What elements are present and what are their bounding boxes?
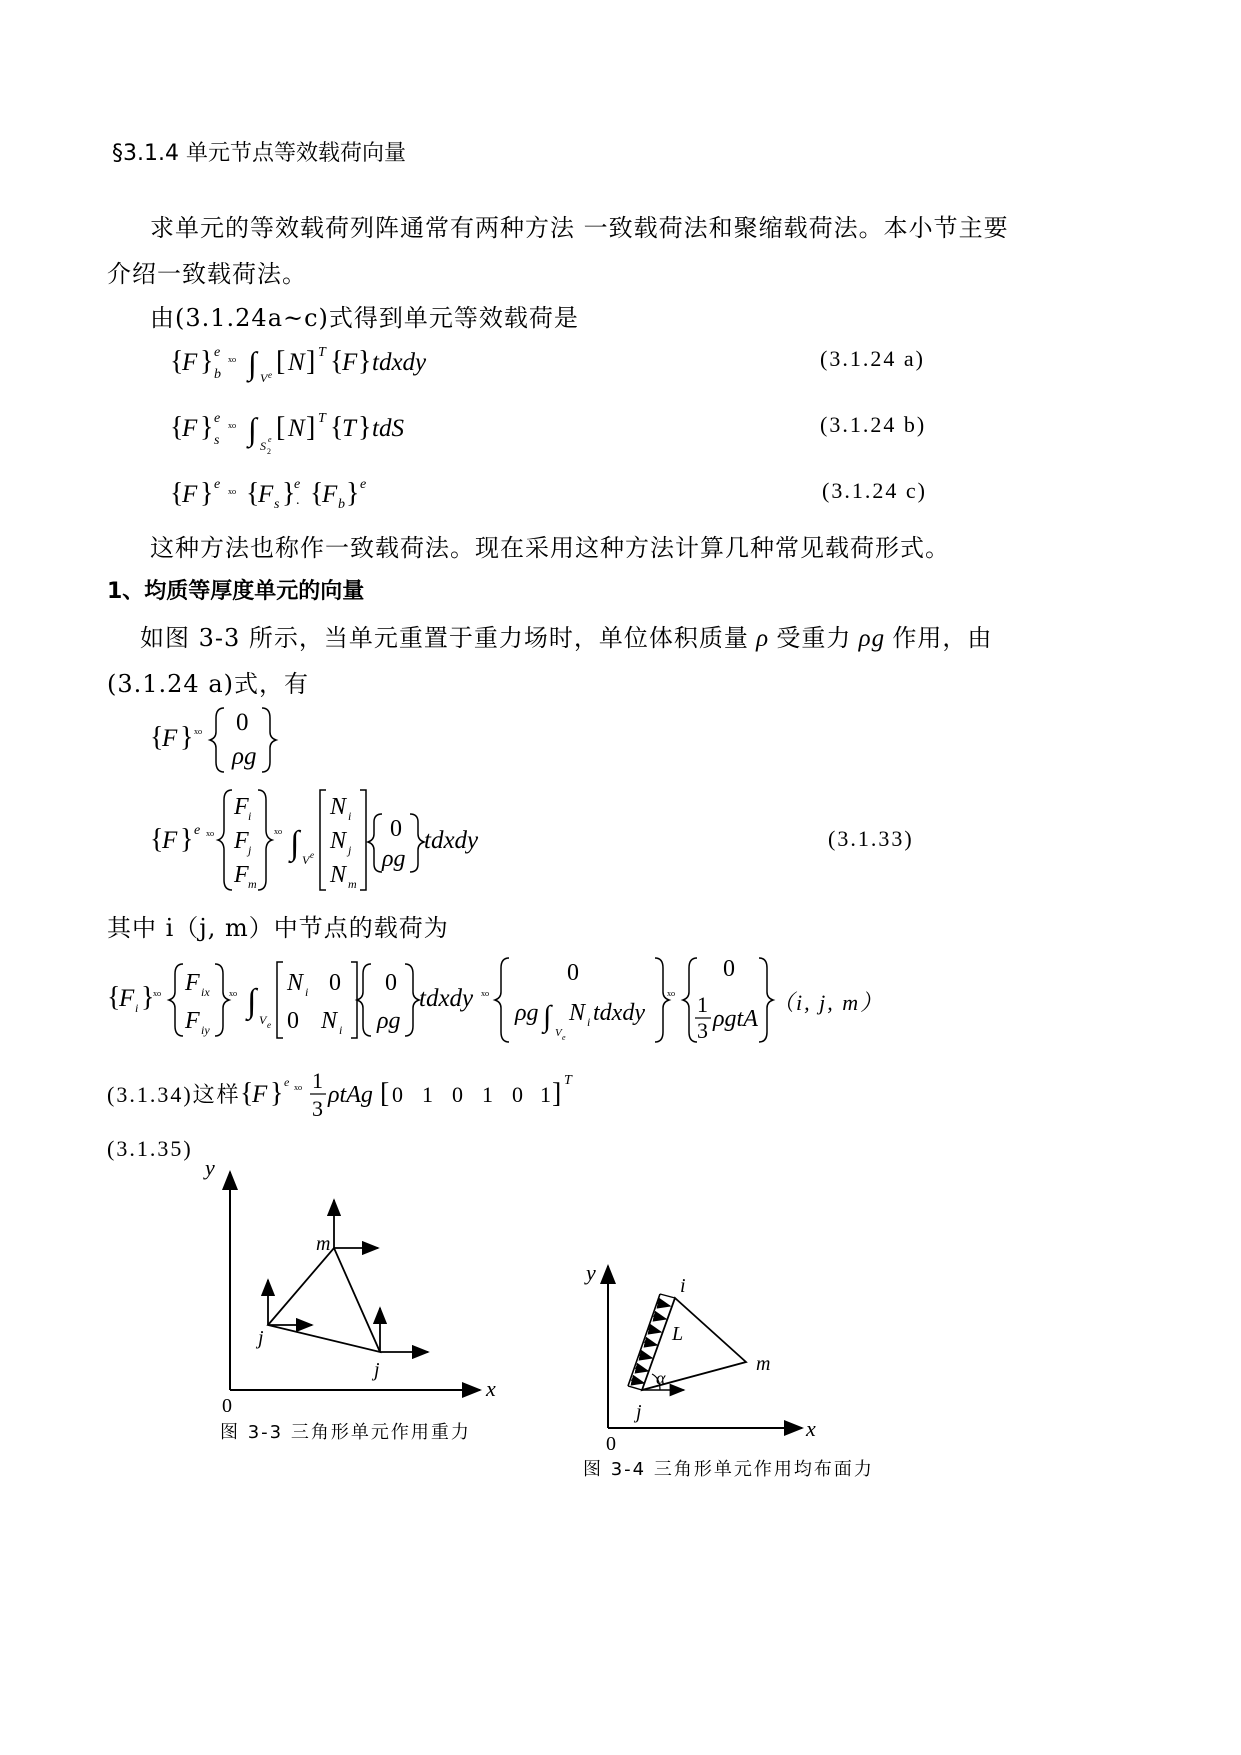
svg-text:e: e	[360, 477, 367, 492]
svg-text:V: V	[555, 1027, 562, 1039]
svg-text:}: }	[358, 412, 372, 443]
svg-text:e: e	[294, 477, 301, 492]
svg-text:i: i	[587, 1015, 591, 1029]
method-line: 这种方法也称作一致载荷法。现在采用这种方法计算几种常见载荷形式。	[150, 534, 950, 562]
svg-text:i: i	[339, 1023, 343, 1037]
svg-text:e: e	[310, 850, 314, 860]
svg-text:e: e	[214, 477, 221, 492]
svg-text:ˣᵒ: ˣᵒ	[481, 989, 490, 1004]
svg-text:0: 0	[236, 709, 249, 736]
svg-text:∫: ∫	[248, 411, 257, 447]
svg-text:tdxdy: tdxdy	[419, 985, 474, 1012]
svg-text:F: F	[322, 481, 338, 508]
fig4-node-m: m	[756, 1353, 771, 1375]
svg-text:iy: iy	[201, 1023, 210, 1037]
svg-text:F: F	[252, 1081, 268, 1108]
fig3-node-j2: j	[374, 1359, 380, 1381]
svg-text:ρg: ρg	[515, 1000, 539, 1026]
svg-text:0: 0	[512, 1082, 523, 1107]
svg-text:i: i	[305, 985, 309, 999]
fig3-caption: 图 3-3 三角形单元作用重力	[220, 1422, 471, 1443]
svg-text:N: N	[288, 349, 305, 376]
svg-text:i: i	[248, 809, 252, 823]
svg-text:}: }	[200, 478, 214, 509]
svg-text:s: s	[214, 433, 220, 448]
svg-text:tdxdy: tdxdy	[593, 1000, 645, 1026]
fig4-label-L: L	[672, 1323, 684, 1345]
svg-text:ˣᵒ: ˣᵒ	[274, 827, 283, 842]
svg-text:}: }	[141, 982, 155, 1013]
svg-text:0: 0	[390, 816, 402, 842]
svg-text:T: T	[318, 411, 326, 426]
gravity-line-2: (3.1.24 a)式，有	[107, 670, 309, 698]
svg-text:ˣᵒ: ˣᵒ	[228, 487, 237, 502]
svg-text:0: 0	[385, 970, 397, 996]
fig4-angle-alpha: α	[656, 1368, 666, 1388]
svg-text:V: V	[259, 1013, 267, 1027]
svg-text:S: S	[260, 439, 266, 453]
svg-text:F: F	[234, 794, 249, 820]
svg-text:ˣᵒ: ˣᵒ	[153, 989, 162, 1004]
svg-text:F: F	[182, 349, 198, 376]
svg-text:0: 0	[723, 956, 735, 982]
svg-text:∫: ∫	[248, 345, 257, 381]
svg-text:∫: ∫	[543, 1000, 552, 1033]
svg-text:i: i	[348, 809, 352, 823]
svg-text:N: N	[330, 828, 347, 854]
svg-text:F: F	[182, 415, 198, 442]
svg-text:0: 0	[452, 1082, 463, 1107]
fig4-node-i: i	[680, 1275, 686, 1297]
svg-text:3: 3	[697, 1018, 708, 1043]
svg-text:ˣᵒ: ˣᵒ	[228, 421, 237, 436]
section-title: §3.1.4 单元节点等效载荷向量	[112, 141, 406, 166]
svg-text:{: {	[170, 478, 184, 509]
svg-text:}: }	[180, 824, 194, 855]
svg-text:0: 0	[329, 970, 341, 996]
svg-text:F: F	[162, 725, 178, 752]
svg-text:ˣᵒ: ˣᵒ	[667, 989, 676, 1004]
svg-text:e: e	[194, 823, 201, 838]
svg-text:{: {	[246, 478, 260, 509]
eq34-suffix: （i, j, m）	[772, 990, 885, 1015]
svg-text:}: }	[180, 722, 194, 753]
svg-text:tdxdy: tdxdy	[372, 349, 427, 376]
fig3-node-j1: j	[258, 1327, 264, 1349]
svg-text:{: {	[150, 722, 164, 753]
svg-text:]: ]	[306, 346, 316, 377]
svg-text:{: {	[170, 412, 184, 443]
svg-text:∫: ∫	[247, 983, 257, 1020]
svg-text:ρgtA: ρgtA	[713, 1006, 758, 1032]
from-line: 由(3.1.24a~c)式得到单元等效载荷是	[150, 304, 579, 332]
svg-text:T: T	[318, 345, 326, 360]
svg-text:e: e	[268, 435, 272, 444]
svg-text:0: 0	[392, 1082, 403, 1107]
svg-text:b: b	[214, 367, 221, 382]
svg-text:{: {	[240, 1078, 254, 1109]
intro-line-1: 求单元的等效载荷列阵通常有两种方法 一致载荷法和聚缩载荷法。本小节主要	[150, 214, 1009, 242]
svg-text:[: [	[276, 346, 286, 377]
svg-text:{: {	[150, 824, 164, 855]
svg-text:1: 1	[482, 1082, 493, 1107]
svg-text:V: V	[302, 853, 310, 867]
heading-1: 1、均质等厚度单元的向量	[107, 579, 365, 604]
svg-text:}: }	[358, 346, 372, 377]
svg-text:j: j	[248, 843, 252, 857]
svg-text:ρg: ρg	[382, 846, 406, 872]
svg-text:tdxdy: tdxdy	[424, 827, 479, 854]
svg-text:2: 2	[267, 447, 271, 456]
svg-text:N: N	[288, 415, 305, 442]
svg-text:N: N	[287, 970, 304, 996]
svg-text:N: N	[330, 794, 347, 820]
svg-text:N: N	[321, 1008, 338, 1034]
svg-text:F: F	[182, 481, 198, 508]
svg-text:F: F	[258, 481, 274, 508]
svg-text:N: N	[569, 1000, 586, 1026]
rho-g-symbol: ρg	[851, 625, 893, 652]
fig4-origin-label: 0	[606, 1433, 616, 1455]
svg-text:ˣᵒ: ˣᵒ	[228, 355, 237, 370]
svg-text:}: }	[200, 346, 214, 377]
fig3-triangle	[268, 1248, 380, 1352]
fig4-caption: 图 3-4 三角形单元作用均布面力	[583, 1459, 874, 1480]
fig4-x-label: x	[806, 1416, 816, 1441]
svg-text:F: F	[234, 862, 249, 888]
fig3-node-m: m	[316, 1233, 331, 1255]
fig4-y-label: y	[586, 1260, 596, 1285]
fig3-origin-label: 0	[222, 1395, 232, 1417]
svg-text:.: .	[296, 493, 300, 508]
svg-text:e: e	[562, 1033, 566, 1042]
eq-number-a: (3.1.24 a)	[820, 346, 925, 371]
svg-text:}: }	[346, 478, 360, 509]
svg-text:ˣᵒ: ˣᵒ	[194, 727, 203, 742]
fig3-y-label: y	[205, 1155, 215, 1180]
svg-text:s: s	[274, 497, 280, 512]
svg-text:3: 3	[312, 1096, 323, 1121]
intro-line-2: 介绍一致载荷法。	[107, 260, 307, 288]
eq-number-b: (3.1.24 b)	[820, 412, 927, 437]
svg-text:0: 0	[287, 1008, 299, 1034]
eq-number-35: (3.1.35)	[107, 1136, 193, 1161]
svg-text:e: e	[267, 1020, 271, 1030]
svg-text:m: m	[248, 877, 257, 891]
svg-text:[: [	[380, 1078, 390, 1109]
svg-text:1: 1	[697, 992, 708, 1017]
svg-text:∫: ∫	[290, 825, 300, 862]
svg-text:ix: ix	[201, 985, 210, 999]
svg-text:e: e	[214, 411, 221, 426]
svg-text:ρg: ρg	[377, 1008, 401, 1034]
svg-text:{: {	[170, 346, 184, 377]
svg-text:F: F	[119, 985, 135, 1012]
eq-number-34: (3.1.34)这样	[107, 1082, 241, 1107]
rho-symbol: ρ	[748, 625, 777, 652]
svg-text:ˣᵒ: ˣᵒ	[206, 829, 215, 844]
svg-text:e: e	[284, 1075, 290, 1089]
svg-text:tdS: tdS	[372, 415, 404, 442]
svg-text:F: F	[185, 970, 200, 996]
svg-text:}: }	[270, 1078, 284, 1109]
svg-text:T: T	[564, 1073, 572, 1088]
svg-text:T: T	[342, 415, 356, 442]
svg-text:]: ]	[552, 1078, 562, 1109]
svg-text:F: F	[162, 827, 178, 854]
svg-text:j: j	[348, 843, 352, 857]
svg-text:ρg: ρg	[232, 743, 257, 770]
svg-text:F: F	[185, 1008, 200, 1034]
svg-text:V: V	[260, 371, 268, 385]
svg-text:}: }	[282, 478, 296, 509]
svg-text:e: e	[214, 345, 221, 360]
svg-text:0: 0	[567, 960, 579, 986]
gravity-text-c: 作用，由	[892, 624, 993, 652]
svg-text:ˣᵒ: ˣᵒ	[294, 1083, 303, 1098]
svg-text:1: 1	[312, 1068, 323, 1093]
svg-text:[: [	[276, 412, 286, 443]
svg-text:b: b	[338, 497, 345, 512]
svg-text:{: {	[310, 478, 324, 509]
svg-text:{: {	[330, 412, 344, 443]
svg-text:N: N	[330, 862, 347, 888]
eq-number-c: (3.1.24 c)	[822, 478, 927, 503]
svg-text:m: m	[348, 877, 357, 891]
eq-number-33: (3.1.33)	[828, 826, 914, 851]
svg-text:}: }	[200, 412, 214, 443]
svg-text:F: F	[342, 349, 358, 376]
svg-text:1: 1	[422, 1082, 433, 1107]
fig4-node-j: j	[636, 1401, 642, 1423]
gravity-text-b: 受重力	[776, 624, 852, 652]
svg-text:ρtAg: ρtAg	[328, 1082, 373, 1108]
svg-text:]: ]	[306, 412, 316, 443]
svg-text:i: i	[135, 1001, 139, 1015]
svg-text:e: e	[268, 370, 272, 380]
node-line: 其中 i（j, m）中节点的载荷为	[107, 914, 449, 942]
svg-text:1: 1	[540, 1082, 551, 1107]
gravity-text-a: 如图 3-3 所示，当单元重置于重力场时，单位体积质量	[140, 624, 749, 652]
svg-text:{: {	[107, 982, 121, 1013]
svg-text:F: F	[234, 828, 249, 854]
fig3-x-label: x	[486, 1376, 496, 1401]
svg-text:{: {	[330, 346, 344, 377]
svg-text:ˣᵒ: ˣᵒ	[229, 989, 238, 1004]
